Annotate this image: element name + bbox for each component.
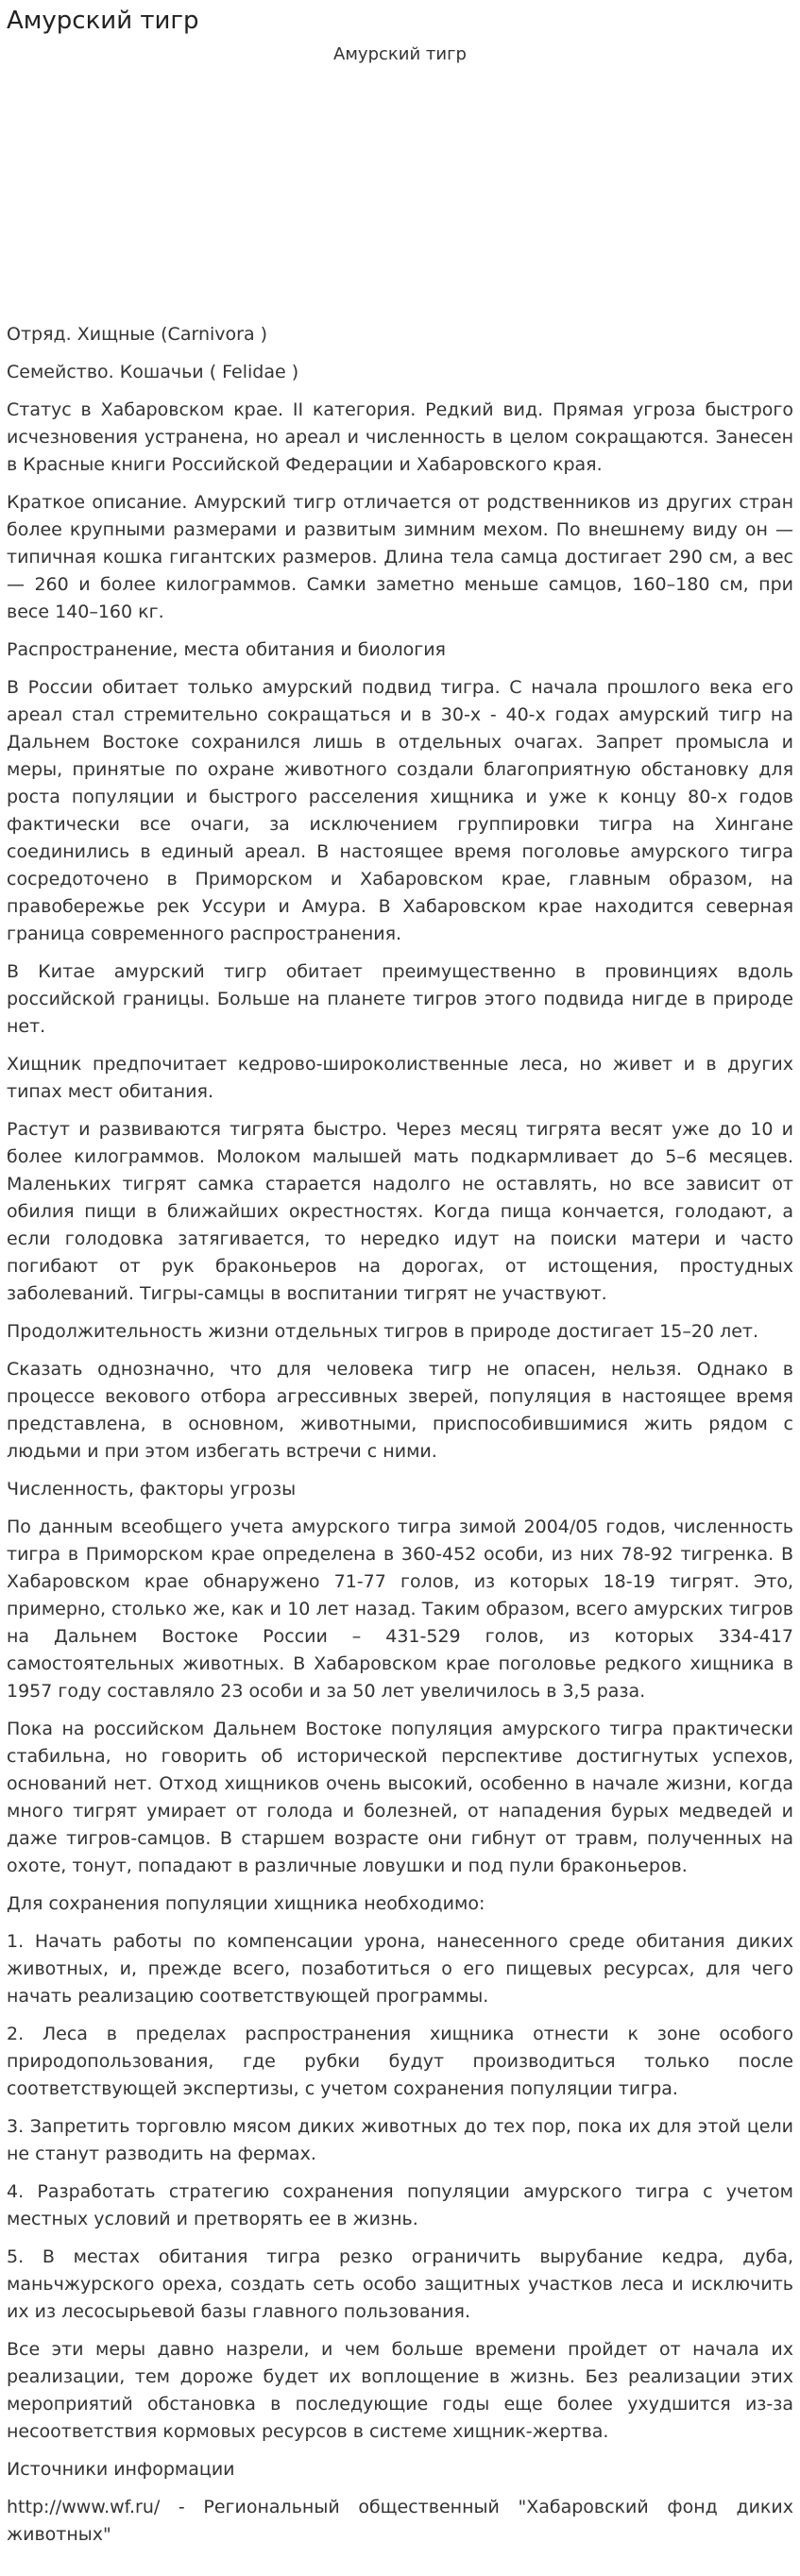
habitat-paragraph: Хищник предпочитает кедрово-широколиственные леса, но живет и в других типах мест обитания. [7, 1054, 793, 1102]
status-paragraph: Статус в Хабаровском крае. II категория. Редкий вид. Прямая угроза быстрого исчезновения устранена, но ареал и численность в целом сокращаются. Занесен в Красные книги Российской Федерации и Хабаровского края. [7, 399, 793, 475]
order-paragraph: Отряд. Хищные (Carnivora ) [7, 324, 268, 345]
tiger-image-area [7, 76, 793, 312]
measure-item-5: 5. В местах обитания тигра резко ограничить вырубание кедра, дуба, маньчжурского ореха, создать сеть особо защитных участков леса и исключить их из лесосырьевой базы главного пользования. [7, 2246, 793, 2322]
measure-item-2: 2. Леса в пределах распространения хищника отнести к зоне особого природопользования, где рубки будут производиться только после соответствующей экспертизы, с учетом сохранения популяции тигра. [7, 2024, 793, 2099]
image-caption: Амурский тигр [333, 44, 467, 64]
china-paragraph: В Китае амурский тигр обитает преимущественно в провинциях вдоль российской границы. Больше на планете тигров этого подвида нигде в природе нет. [7, 961, 793, 1037]
conclusion-paragraph: Все эти меры давно назрели, и чем больше времени пройдет от начала их реализации, тем дороже будет их воплощение в жизнь. Без реализации этих мероприятий обстановка в последующие годы еще более ухудшится из-за несоответствия кормовых ресурсов в системе хищник-жертва. [7, 2339, 793, 2442]
page-title: Амурский тигр [7, 7, 199, 35]
measure-item-4: 4. Разработать стратегию сохранения популяции амурского тигра с учетом местных условий и претворять ее в жизнь. [7, 2181, 793, 2229]
article-body [7, 321, 793, 2559]
measure-item-3: 3. Запретить торговлю мясом диких животных до тех пор, пока их для этой цели не станут разводить на фермах. [7, 2116, 793, 2164]
stability-paragraph: Пока на российском Дальнем Востоке популяция амурского тигра практически стабильна, но говорить об исторической перспективе достигнутых успехов, оснований нет. Отход хищников очень высокий, особенно в начале жизни, когда много тигрят умирает от голода и болезней, от нападения бурых медведей и даже тигров-самцов. В старшем возрасте они гибнут от травм, полученных на охоте, тонут, попадают в различные ловушки и под пули браконьеров. [7, 1719, 793, 1876]
source-link: http://www.wf.ru/ - Региональный общественный "Хабаровский фонд диких животных" [7, 2497, 793, 2545]
census-paragraph: По данным всеобщего учета амурского тигра зимой 2004/05 годов, численность тигра в Приморском крае определена в 360-452 особи, из них 78-92 тигренка. В Хабаровском крае обнаружено 71-77 голов, из которых 18-19 тигрят. Это, примерно, столько же, как и 10 лет назад. Таким образом, всего амурских тигров на Дальнем Востоке России – 431-529 голов, из которых 334-417 самостоятельных животных. В Хабаровском крае поголовье редкого хищника в 1957 году составляло 23 особи и за 50 лет увеличилось в 3,5 раза. [7, 1517, 793, 1702]
section-heading-population: Численность, факторы угрозы [7, 1479, 297, 1500]
measures-intro: Для сохранения популяции хищника необходимо: [7, 1893, 485, 1914]
section-heading-distribution: Распространение, места обитания и биология [7, 639, 446, 660]
description-paragraph: Краткое описание. Амурский тигр отличается от родственников из других стран более крупными размерами и развитым зимним мехом. По внешнему виду он — типичная кошка гигантских размеров. Длина тела самца достигает 290 см, а вес — 260 и более килограммов. Самки заметно меньше самцов, 160–180 см, при весе 140–160 кг. [7, 492, 793, 622]
distribution-paragraph: В России обитает только амурский подвид тигра. С начала прошлого века его ареал стал стремительно сокращаться и в 30-х - 40-х годах амурский тигр на Дальнем Востоке сохранился лишь в отдельных очагах. Запрет промысла и меры, принятые по охране животного создали благоприятную обстановку для роста популяции и быстрого расселения хищника и уже к концу 80-х годов фактически все очаги, за исключением группировки тигра на Хингане соединились в единый ареал. В настоящее время поголовье амурского тигра сосредоточено в Приморском и Хабаровском крае, главным образом, на правобережье рек Уссури и Амура. В Хабаровском крае находится северная граница современного распространения. [7, 677, 793, 944]
section-heading-sources: Источники информации [7, 2459, 235, 2480]
family-paragraph: Семейство. Кошачьи ( Felidae ) [7, 362, 299, 382]
danger-paragraph: Сказать однозначно, что для человека тигр не опасен, нельзя. Однако в процессе векового отбора агрессивных зверей, популяция в настоящее время представлена, в основном, животными, приспособившимися жить рядом с людьми и при этом избегать встречи с ними. [7, 1359, 793, 1462]
lifespan-paragraph: Продолжительность жизни отдельных тигров в природе достигает 15–20 лет. [7, 1321, 759, 1342]
cubs-paragraph: Растут и развиваются тигрята быстро. Через месяц тигрята весят уже до 10 и более килограммов. Молоком малышей мать подкармливает до 5–6 месяцев. Маленьких тигрят самка старается надолго не оставлять, но все зависит от обилия пищи в ближайших окрестностях. Когда пища кончается, голодают, а если голодовка затягивается, то нередко идут на поиски матери и часто погибают от рук браконьеров на дорогах, от истощения, простудных заболеваний. Тигры-самцы в воспитании тигрят не участвуют. [7, 1119, 793, 1304]
measure-item-1: 1. Начать работы по компенсации урона, нанесенного среде обитания диких животных, и, прежде всего, позаботиться о его пищевых ресурсах, для чего начать реализацию соответствующей программы. [7, 1931, 793, 2007]
